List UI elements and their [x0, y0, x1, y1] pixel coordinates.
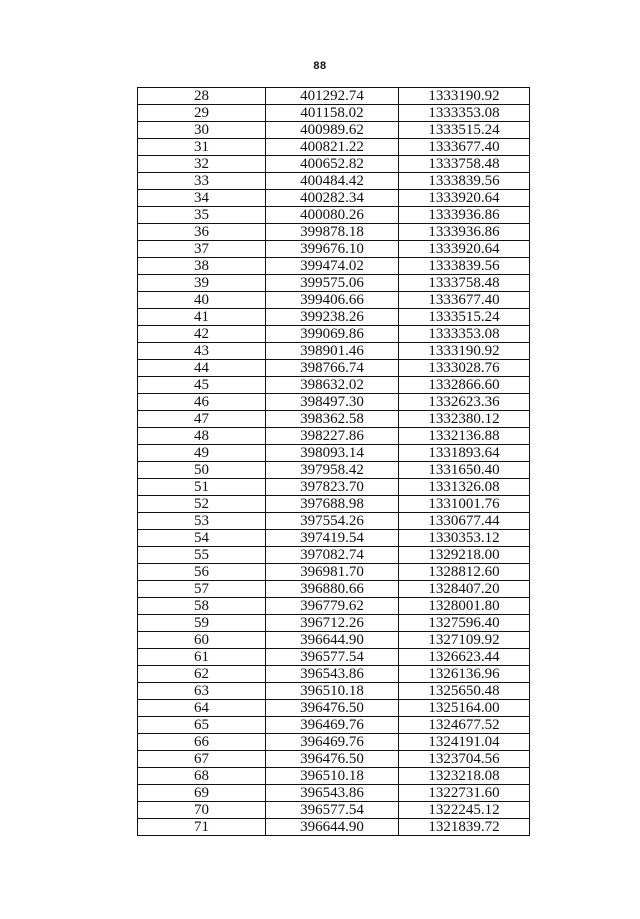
table-row: [138, 377, 530, 394]
table-row: [138, 632, 530, 649]
point-number-cell: 58: [138, 598, 266, 615]
page-number: 88: [313, 60, 327, 72]
point-number-cell: 44: [138, 360, 266, 377]
y-coordinate-cell: 1332136.88: [399, 428, 530, 445]
x-coordinate-cell: 398362.58: [266, 411, 399, 428]
x-coordinate-cell: 400282.34: [266, 190, 399, 207]
table-row: [138, 88, 530, 105]
table-row: [138, 564, 530, 581]
y-coordinate-cell: 1332866.60: [399, 377, 530, 394]
x-coordinate-cell: 396644.90: [266, 819, 399, 836]
point-number-cell: 30: [138, 122, 266, 139]
table-row: [138, 394, 530, 411]
table-row: [138, 700, 530, 717]
point-number-cell: 52: [138, 496, 266, 513]
x-coordinate-cell: 396510.18: [266, 768, 399, 785]
table-row: [138, 479, 530, 496]
x-coordinate-cell: 401158.02: [266, 105, 399, 122]
point-number-cell: 48: [138, 428, 266, 445]
table-row: [138, 326, 530, 343]
y-coordinate-cell: 1331650.40: [399, 462, 530, 479]
y-coordinate-cell: 1332623.36: [399, 394, 530, 411]
point-number-cell: 35: [138, 207, 266, 224]
table-row: [138, 530, 530, 547]
x-coordinate-cell: 398227.86: [266, 428, 399, 445]
x-coordinate-cell: 399069.86: [266, 326, 399, 343]
x-coordinate-cell: 400821.22: [266, 139, 399, 156]
coordinates-table: [137, 87, 530, 836]
point-number-cell: 28: [138, 88, 266, 105]
x-coordinate-cell: 400484.42: [266, 173, 399, 190]
table-row: [138, 258, 530, 275]
x-coordinate-cell: 399238.26: [266, 309, 399, 326]
table-row: [138, 513, 530, 530]
table-row: [138, 275, 530, 292]
table-row: [138, 768, 530, 785]
point-number-cell: 39: [138, 275, 266, 292]
y-coordinate-cell: 1325164.00: [399, 700, 530, 717]
y-coordinate-cell: 1333190.92: [399, 343, 530, 360]
x-coordinate-cell: 398497.30: [266, 394, 399, 411]
table-row: [138, 241, 530, 258]
point-number-cell: 36: [138, 224, 266, 241]
table-row: [138, 751, 530, 768]
y-coordinate-cell: 1322245.12: [399, 802, 530, 819]
table-row: [138, 224, 530, 241]
y-coordinate-cell: 1331326.08: [399, 479, 530, 496]
x-coordinate-cell: 396476.50: [266, 751, 399, 768]
x-coordinate-cell: 396779.62: [266, 598, 399, 615]
y-coordinate-cell: 1328812.60: [399, 564, 530, 581]
y-coordinate-cell: 1330353.12: [399, 530, 530, 547]
point-number-cell: 45: [138, 377, 266, 394]
point-number-cell: 43: [138, 343, 266, 360]
x-coordinate-cell: 399406.66: [266, 292, 399, 309]
point-number-cell: 66: [138, 734, 266, 751]
x-coordinate-cell: 396577.54: [266, 802, 399, 819]
y-coordinate-cell: 1328407.20: [399, 581, 530, 598]
x-coordinate-cell: 397082.74: [266, 547, 399, 564]
y-coordinate-cell: 1333936.86: [399, 207, 530, 224]
x-coordinate-cell: 396510.18: [266, 683, 399, 700]
y-coordinate-cell: 1333353.08: [399, 326, 530, 343]
table-row: [138, 360, 530, 377]
y-coordinate-cell: 1333839.56: [399, 258, 530, 275]
x-coordinate-cell: 396543.86: [266, 785, 399, 802]
table-row: [138, 343, 530, 360]
y-coordinate-cell: 1333920.64: [399, 241, 530, 258]
point-number-cell: 53: [138, 513, 266, 530]
x-coordinate-cell: 399676.10: [266, 241, 399, 258]
y-coordinate-cell: 1327596.40: [399, 615, 530, 632]
table-row: [138, 207, 530, 224]
y-coordinate-cell: 1325650.48: [399, 683, 530, 700]
table-row: [138, 547, 530, 564]
y-coordinate-cell: 1329218.00: [399, 547, 530, 564]
table-row: [138, 428, 530, 445]
table-row: [138, 683, 530, 700]
y-coordinate-cell: 1333028.76: [399, 360, 530, 377]
x-coordinate-cell: 401292.74: [266, 88, 399, 105]
point-number-cell: 59: [138, 615, 266, 632]
point-number-cell: 71: [138, 819, 266, 836]
y-coordinate-cell: 1333515.24: [399, 122, 530, 139]
point-number-cell: 46: [138, 394, 266, 411]
y-coordinate-cell: 1326136.96: [399, 666, 530, 683]
table-row: [138, 309, 530, 326]
table-row: [138, 615, 530, 632]
x-coordinate-cell: 396543.86: [266, 666, 399, 683]
y-coordinate-cell: 1324677.52: [399, 717, 530, 734]
point-number-cell: 67: [138, 751, 266, 768]
y-coordinate-cell: 1333677.40: [399, 139, 530, 156]
table-row: [138, 785, 530, 802]
x-coordinate-cell: 396577.54: [266, 649, 399, 666]
point-number-cell: 42: [138, 326, 266, 343]
table-row: [138, 139, 530, 156]
point-number-cell: 38: [138, 258, 266, 275]
y-coordinate-cell: 1327109.92: [399, 632, 530, 649]
table-row: [138, 445, 530, 462]
x-coordinate-cell: 396469.76: [266, 717, 399, 734]
point-number-cell: 41: [138, 309, 266, 326]
y-coordinate-cell: 1331893.64: [399, 445, 530, 462]
table-row: [138, 156, 530, 173]
point-number-cell: 65: [138, 717, 266, 734]
point-number-cell: 69: [138, 785, 266, 802]
point-number-cell: 60: [138, 632, 266, 649]
y-coordinate-cell: 1333936.86: [399, 224, 530, 241]
point-number-cell: 40: [138, 292, 266, 309]
y-coordinate-cell: 1322731.60: [399, 785, 530, 802]
x-coordinate-cell: 399474.02: [266, 258, 399, 275]
point-number-cell: 63: [138, 683, 266, 700]
y-coordinate-cell: 1333190.92: [399, 88, 530, 105]
y-coordinate-cell: 1333839.56: [399, 173, 530, 190]
point-number-cell: 49: [138, 445, 266, 462]
table-row: [138, 819, 530, 836]
table-row: [138, 462, 530, 479]
point-number-cell: 51: [138, 479, 266, 496]
point-number-cell: 34: [138, 190, 266, 207]
point-number-cell: 56: [138, 564, 266, 581]
point-number-cell: 68: [138, 768, 266, 785]
x-coordinate-cell: 399878.18: [266, 224, 399, 241]
point-number-cell: 31: [138, 139, 266, 156]
x-coordinate-cell: 396644.90: [266, 632, 399, 649]
point-number-cell: 54: [138, 530, 266, 547]
point-number-cell: 47: [138, 411, 266, 428]
x-coordinate-cell: 398632.02: [266, 377, 399, 394]
point-number-cell: 29: [138, 105, 266, 122]
table-row: [138, 581, 530, 598]
table-row: [138, 411, 530, 428]
x-coordinate-cell: 400080.26: [266, 207, 399, 224]
y-coordinate-cell: 1326623.44: [399, 649, 530, 666]
x-coordinate-cell: 397419.54: [266, 530, 399, 547]
x-coordinate-cell: 396469.76: [266, 734, 399, 751]
x-coordinate-cell: 397554.26: [266, 513, 399, 530]
x-coordinate-cell: 397958.42: [266, 462, 399, 479]
y-coordinate-cell: 1333677.40: [399, 292, 530, 309]
point-number-cell: 64: [138, 700, 266, 717]
y-coordinate-cell: 1330677.44: [399, 513, 530, 530]
point-number-cell: 62: [138, 666, 266, 683]
table-row: [138, 734, 530, 751]
x-coordinate-cell: 399575.06: [266, 275, 399, 292]
y-coordinate-cell: 1324191.04: [399, 734, 530, 751]
table-row: [138, 717, 530, 734]
table-row: [138, 649, 530, 666]
y-coordinate-cell: 1323218.08: [399, 768, 530, 785]
x-coordinate-cell: 396981.70: [266, 564, 399, 581]
x-coordinate-cell: 398093.14: [266, 445, 399, 462]
x-coordinate-cell: 396880.66: [266, 581, 399, 598]
table-row: [138, 292, 530, 309]
point-number-cell: 57: [138, 581, 266, 598]
table-row: [138, 496, 530, 513]
point-number-cell: 33: [138, 173, 266, 190]
point-number-cell: 37: [138, 241, 266, 258]
x-coordinate-cell: 396476.50: [266, 700, 399, 717]
table-row: [138, 802, 530, 819]
x-coordinate-cell: 398766.74: [266, 360, 399, 377]
point-number-cell: 61: [138, 649, 266, 666]
point-number-cell: 32: [138, 156, 266, 173]
y-coordinate-cell: 1328001.80: [399, 598, 530, 615]
x-coordinate-cell: 397823.70: [266, 479, 399, 496]
y-coordinate-cell: 1333758.48: [399, 156, 530, 173]
point-number-cell: 70: [138, 802, 266, 819]
point-number-cell: 50: [138, 462, 266, 479]
y-coordinate-cell: 1321839.72: [399, 819, 530, 836]
coordinates-table-body: [138, 88, 530, 836]
y-coordinate-cell: 1331001.76: [399, 496, 530, 513]
table-row: [138, 598, 530, 615]
table-row: [138, 190, 530, 207]
y-coordinate-cell: 1333353.08: [399, 105, 530, 122]
x-coordinate-cell: 396712.26: [266, 615, 399, 632]
x-coordinate-cell: 400989.62: [266, 122, 399, 139]
y-coordinate-cell: 1332380.12: [399, 411, 530, 428]
table-row: [138, 122, 530, 139]
x-coordinate-cell: 397688.98: [266, 496, 399, 513]
y-coordinate-cell: 1333920.64: [399, 190, 530, 207]
y-coordinate-cell: 1323704.56: [399, 751, 530, 768]
point-number-cell: 55: [138, 547, 266, 564]
y-coordinate-cell: 1333758.48: [399, 275, 530, 292]
y-coordinate-cell: 1333515.24: [399, 309, 530, 326]
x-coordinate-cell: 400652.82: [266, 156, 399, 173]
table-row: [138, 173, 530, 190]
table-row: [138, 666, 530, 683]
x-coordinate-cell: 398901.46: [266, 343, 399, 360]
table-row: [138, 105, 530, 122]
